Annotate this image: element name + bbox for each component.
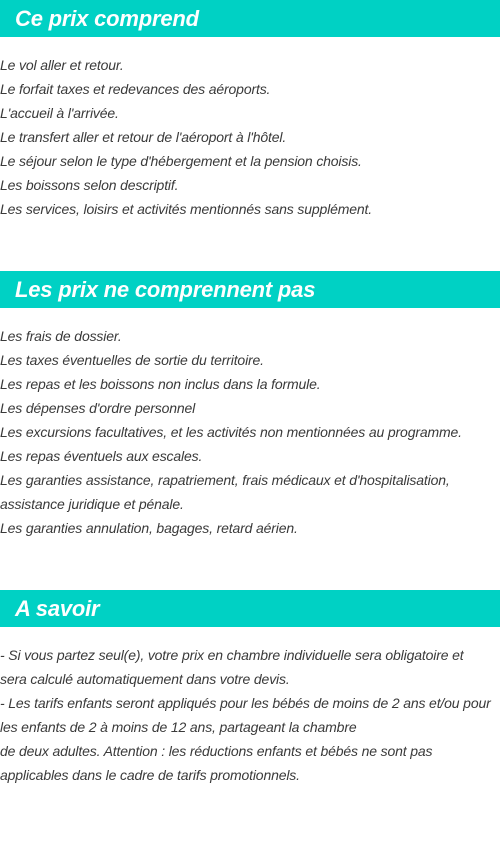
- list-item: L'accueil à l'arrivée.: [0, 105, 119, 121]
- section-header-bar: [0, 0, 500, 37]
- list-item: - Les tarifs enfants seront appliqués pour les bébés de moins de 2 ans et/ou pour: [0, 695, 491, 711]
- good-to-know-list: [0, 643, 500, 787]
- price-excludes-list: [0, 324, 500, 540]
- section-title: Les prix ne comprennent pas: [15, 277, 316, 302]
- price-includes-list: [0, 53, 500, 221]
- section-good-to-know: [0, 590, 500, 787]
- list-item: Les garanties annulation, bagages, retard aérien.: [0, 520, 298, 536]
- list-item: les enfants de 2 à moins de 12 ans, partageant la chambre: [0, 719, 357, 735]
- list-item: Le transfert aller et retour de l'aéroport à l'hôtel.: [0, 129, 287, 145]
- list-item: Les boissons selon descriptif.: [0, 177, 179, 193]
- list-item: Les excursions facultatives, et les activités non mentionnées au programme.: [0, 424, 462, 440]
- section-header-bar: [0, 590, 500, 627]
- list-item: Les frais de dossier.: [0, 328, 122, 344]
- list-item: Les garanties assistance, rapatriement, frais médicaux et d'hospitalisation,: [0, 472, 450, 488]
- list-item: Les dépenses d'ordre personnel: [0, 400, 196, 416]
- section-title: Ce prix comprend: [15, 6, 199, 31]
- list-item: de deux adultes. Attention : les réductions enfants et bébés ne sont pas: [0, 743, 433, 759]
- list-item: - Si vous partez seul(e), votre prix en chambre individuelle sera obligatoire et: [0, 647, 464, 663]
- section-title: A savoir: [15, 596, 100, 621]
- list-item: Le forfait taxes et redevances des aéroports.: [0, 81, 271, 97]
- list-item: Les taxes éventuelles de sortie du territoire.: [0, 352, 264, 368]
- list-item: applicables dans le cadre de tarifs promotionnels.: [0, 767, 300, 783]
- list-item: Les repas éventuels aux escales.: [0, 448, 203, 464]
- section-header-bar: [0, 271, 500, 308]
- list-item: Le vol aller et retour.: [0, 57, 124, 73]
- list-item: sera calculé automatiquement dans votre devis.: [0, 671, 290, 687]
- section-price-excludes: [0, 271, 500, 540]
- list-item: Les repas et les boissons non inclus dans la formule.: [0, 376, 321, 392]
- section-price-includes: [0, 0, 500, 221]
- list-item: Les services, loisirs et activités mentionnés sans supplément.: [0, 201, 372, 217]
- list-item: Le séjour selon le type d'hébergement et la pension choisis.: [0, 153, 362, 169]
- list-item: assistance juridique et pénale.: [0, 496, 184, 512]
